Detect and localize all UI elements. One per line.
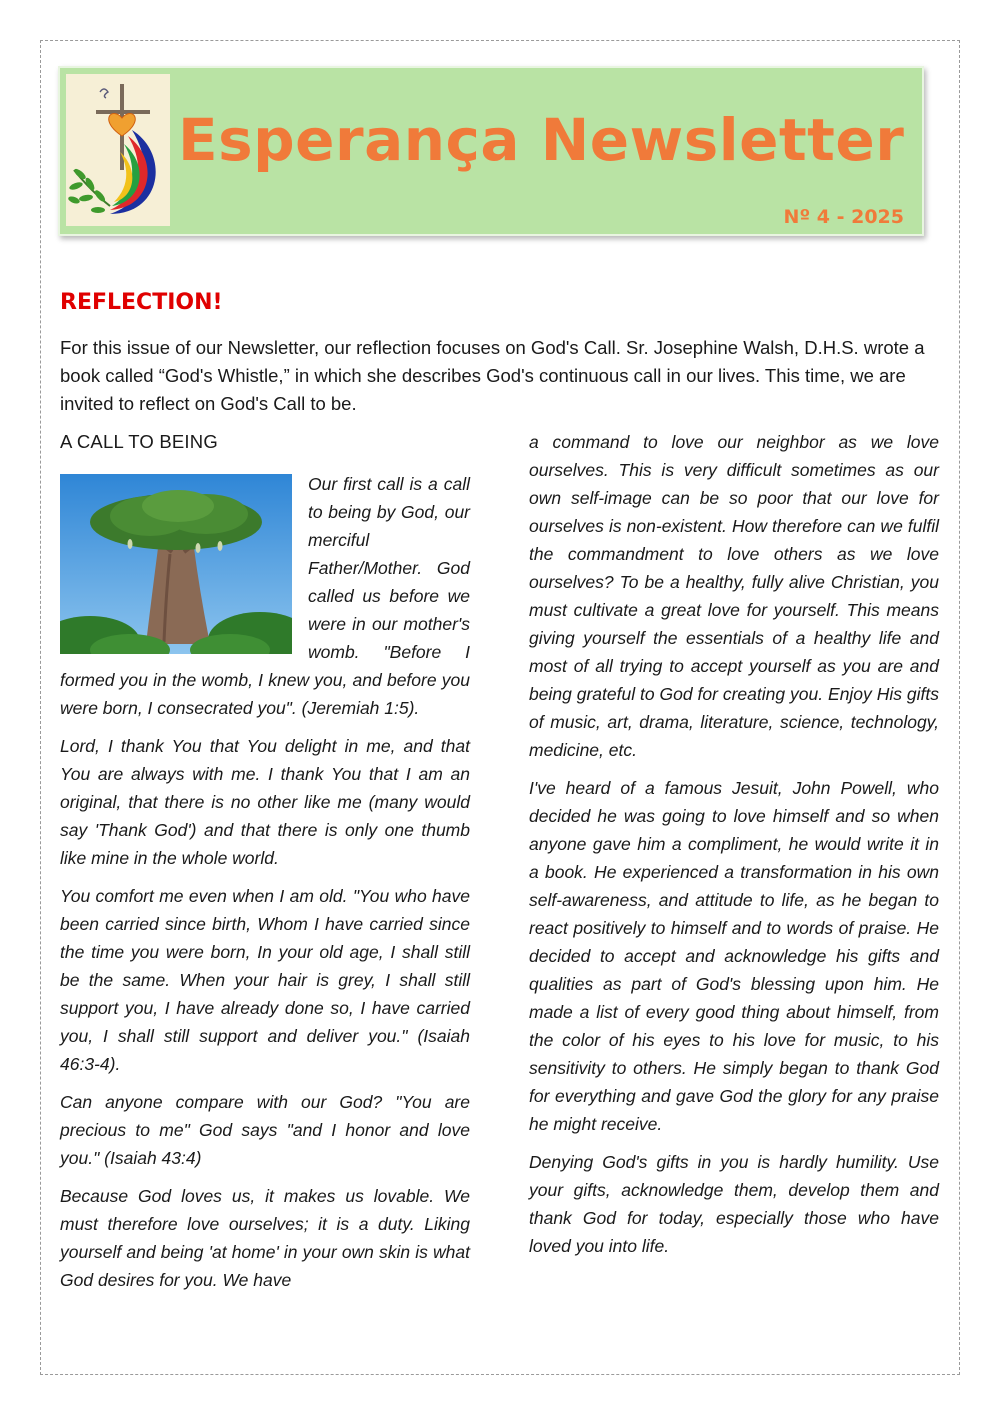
right-paragraph-1: a command to love our neighbor as we love ourselves. This is very difficult sometimes as our own self-image can be so poor that our love for ourselves is non-existent. How therefore can we fulfil the commandment to love others as we love ourselves? To be a healthy, fully alive Christian, you must cultivate a great love for yourself. This means giving yourself the essentials of a healthy life and most of all trying to accept yourself as you are and being grateful to God for creating you. Enjoy His gifts of music, art, drama, literature, science, technology, medicine, etc. <box>529 432 939 760</box>
left-paragraph-3: You comfort me even when I am old. "You who have been carried since birth, Whom I have carried since the time you were born, In your old age, I shall still be the same. When your hair is grey, I shall still support you, I have already done so, I have carried you, I shall still support and deliver you." (Isaiah 46:3-4). <box>60 886 470 1074</box>
article-subheading: A CALL TO BEING <box>60 431 218 452</box>
baobab-tree-photo <box>60 474 292 654</box>
issue-number: Nº 4 - 2025 <box>783 206 904 228</box>
reflection-intro: For this issue of our Newsletter, our reflection focuses on God's Call. Sr. Josephine Walsh, D.H.S. wrote a book called “God's Whistle,” in which she describes God's continuous call in our lives. This time, we are invited to reflect on God's Call to be. <box>60 337 925 414</box>
left-paragraph-1: Our first call is a call to being by God, our merciful Father/Mother. God called us before we were in our mother's womb. "Before I formed you in the womb, I knew you, and before you were born, I consecrated you". (Jeremiah 1:5). <box>60 474 470 718</box>
left-paragraph-5: Because God loves us, it makes us lovable. We must therefore love ourselves; it is a duty. Liking yourself and being 'at home' in your own skin is what God desires for you. We have <box>60 1186 470 1290</box>
masthead-banner <box>58 66 924 236</box>
left-paragraph-4: Can anyone compare with our God? "You are precious to me" God says "and I honor and love you." (Isaiah 43:4) <box>60 1092 470 1168</box>
right-column <box>529 428 939 1270</box>
left-paragraph-2: Lord, I thank You that You delight in me, and that You are always with me. I thank You that I am an original, that there is no other like me (many would say 'Thank God') and that there is only one thumb like mine in the whole world. <box>60 736 470 868</box>
congregation-logo-icon <box>66 74 170 226</box>
reflection-heading: REFLECTION! <box>60 290 223 315</box>
newsletter-title: Esperança Newsletter <box>178 106 905 174</box>
right-paragraph-3: Denying God's gifts in you is hardly humility. Use your gifts, acknowledge them, develop them and thank God for today, especially those who have loved you into life. <box>529 1152 939 1256</box>
right-paragraph-2: I've heard of a famous Jesuit, John Powell, who decided he was going to love himself and so when anyone gave him a compliment, he would write it in a book. He experienced a transformation in his own self-awareness, and attitude to life, as he began to react positively to himself and to words of praise. He decided to accept and acknowledge his gifts and qualities as part of God's blessing upon him. He made a list of every good thing about himself, from the color of his eyes to his love for music, to his sensitivity to others. He simply began to thank God for everything and gave God the glory for any praise he might receive. <box>529 778 939 1134</box>
left-column <box>60 428 470 1304</box>
